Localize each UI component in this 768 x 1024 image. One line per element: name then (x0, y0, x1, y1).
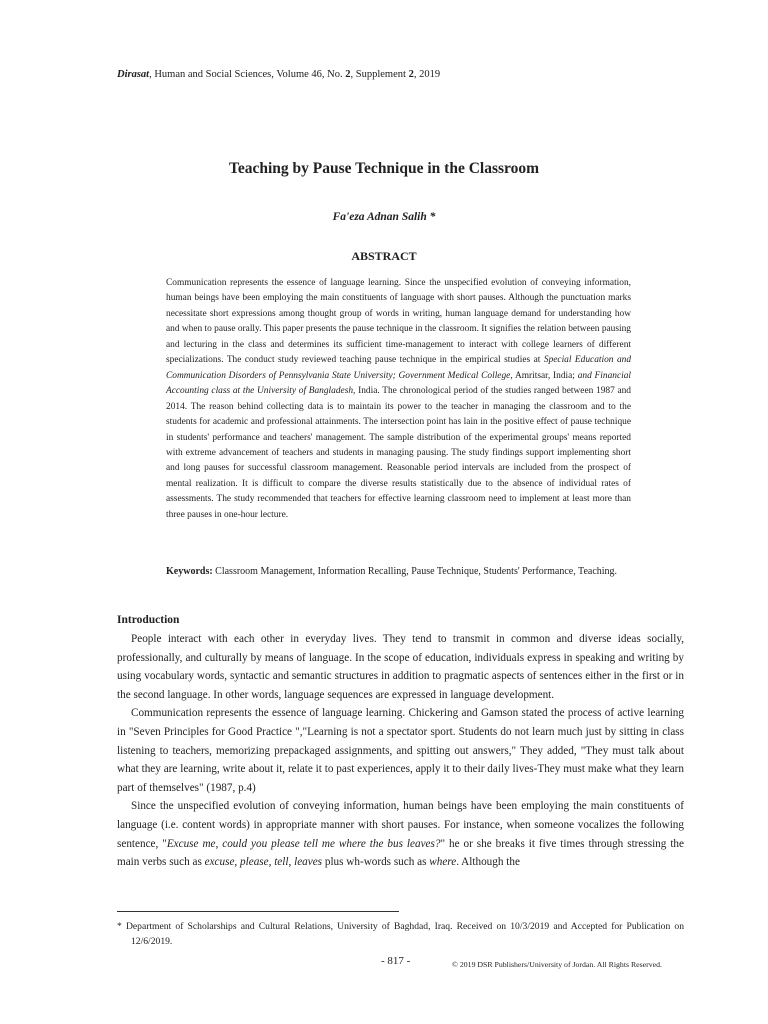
intro-paragraph-3 (117, 797, 684, 871)
intro-p3-text-d: . Although the (456, 856, 520, 869)
abstract-italic-1: Special Education and Communication Disorders of Pennsylvania State University; Government Medical College (166, 355, 632, 381)
keywords-label: Keywords: (166, 566, 213, 577)
intro-p3-italic-1: Excuse me, could you please tell me where the bus leaves? (166, 837, 441, 850)
abstract-text-3: , India. The chronological period of the studies ranged between 1987 and 2014. The reason behind collecting data is to maintain its power to the teacher in managing the classroom and to the students for academic and professional attainments. The intersection point has lain in the positive effect of pause technique in students' performance and teachers' management. The sample distribution of the experimental groups' means reported with extreme advancement of teachers and students in managing pausing. The study findings support implementing short and long pauses for successful classroom management. Reasonable period intervals are included from the prospect of mental realization. It is difficult to compare the diverse results statistically due to the absence of individual rates of assessments. The study recommended that teachers for effective learning classroom need to implement at least more than three pauses in one-hour lecture. (166, 386, 631, 520)
page-number: - 817 - (381, 955, 411, 967)
intro-paragraph-1: People interact with each other in everyday lives. They tend to transmit in common and diverse ideas socially, professionally, and culturally by means of language. In the scope of education, individuals express in speaking and writing by using vocabulary words, syntactic and semantic structures in addition to pragmatic aspects of sentences either in the first or in the second language. In other words, language sequences are expressed in language development. (117, 633, 684, 701)
intro-p3-italic-3: where (429, 856, 457, 869)
journal-info-2: , Supplement (350, 69, 409, 80)
journal-header (117, 69, 677, 80)
introduction-heading: Introduction (117, 614, 180, 626)
intro-p3-text-c: plus wh-words such as (322, 856, 430, 869)
footnote: * Department of Scholarships and Cultural Relations, University of Baghdad, Iraq. Received on 10/3/2019 and Accepted for Publication on 12/6/2019. (117, 921, 684, 947)
journal-year: , 2019 (413, 69, 441, 80)
intro-paragraph-2: Communication represents the essence of language learning. Chickering and Gamson stated the process of active learning in "Seven Principles for Good Practice ","Learning is not a spectator sport. Students do not learn much just by sitting in class listening to teachers, memorizing prepackaged assignments, and spitting out answers," They added, "They must talk about what they are learning, write about it, relate it to past experiences, apply it to their daily lives-They must make what they learn part of themselves" (1987, p.4) (117, 707, 684, 794)
journal-issue: 2 (345, 69, 351, 80)
journal-info: , Human and Social Sciences, Volume 46, No. (149, 69, 346, 80)
introduction-body (117, 630, 684, 872)
footnote-divider (117, 911, 399, 912)
abstract-text-2: , Amritsar, India; (510, 370, 578, 381)
paper-title: Teaching by Pause Technique in the Classroom (228, 160, 540, 177)
intro-p3-text-b: " he or she breaks it five times through stressing the main verbs such as (117, 837, 684, 869)
abstract-italic-2: and Financial Accounting class at the University of Bangladesh (166, 370, 632, 397)
intro-p3-text-a: Since the unspecified evolution of conveying information, human beings have been employing the main constituents of language (i.e. content words) in appropriate manner with short pauses. For instance, when someone vocalizes the following sentence, " (117, 800, 684, 850)
intro-p3-italic-2: excuse, please, tell, leaves (204, 856, 323, 869)
journal-name: Dirasat (117, 69, 150, 80)
abstract-body (166, 276, 631, 523)
copyright-notice: © 2019 DSR Publishers/University of Jordan. All Rights Reserved. (452, 960, 662, 969)
abstract-heading: ABSTRACT (351, 249, 417, 263)
journal-supplement: 2 (408, 69, 414, 80)
author-name: Fa'eza Adnan Salih * (332, 211, 436, 223)
keywords-text: Classroom Management, Information Recalling, Pause Technique, Students' Performance, Teaching. (215, 566, 618, 577)
keywords (166, 564, 631, 579)
abstract-text-1: Communication represents the essence of language learning. Since the unspecified evolution of conveying information, human beings have been employing the main constituents of language with short pauses. Although the punctuation marks necessitate short expressions among thought group of words in writing, human language demand for understanding how and when to pause orally. This paper presents the pause technique in the classroom. It signifies the relation between pausing and lecturing in the class and determines its sufficient time-management to interact with college learners of different specializations. The conduct study reviewed teaching pause technique in the empirical studies at (166, 278, 631, 366)
